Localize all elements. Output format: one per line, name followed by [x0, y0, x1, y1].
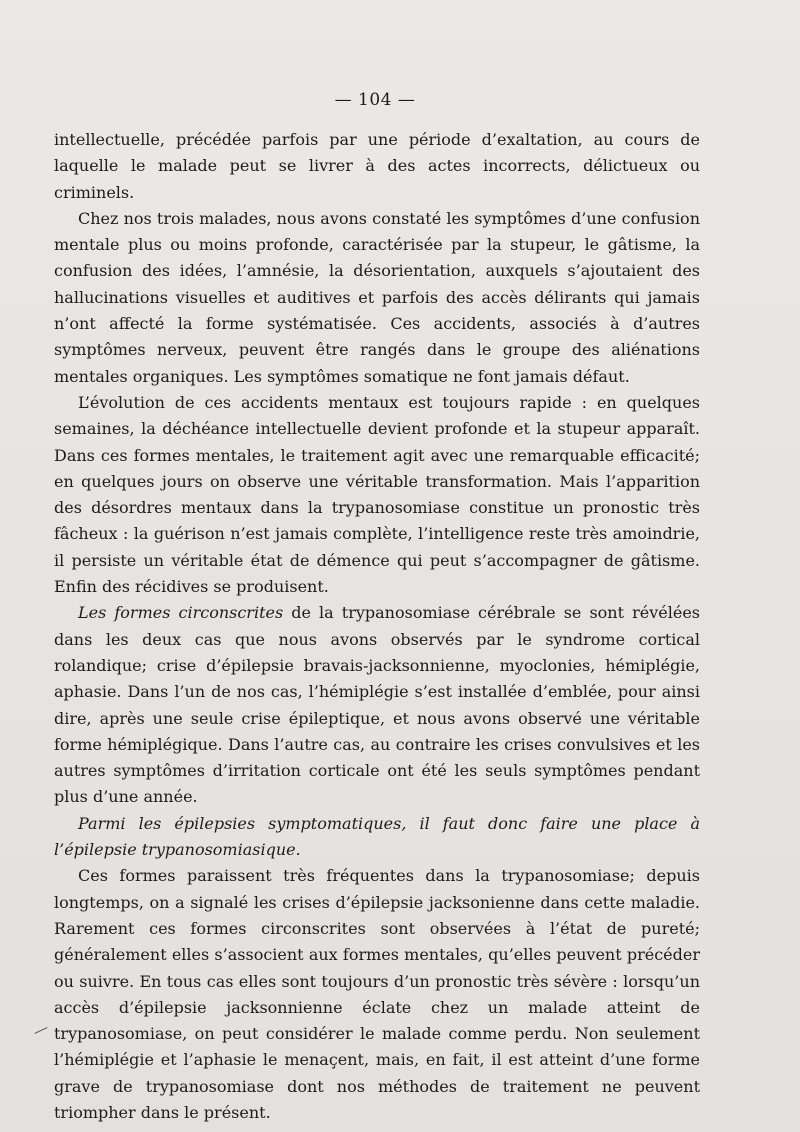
- paragraph-4-text: de la trypanosomiase cérébrale se sont révélées dans les deux cas que nous avons observés par le syndrome cortical rolandique; crise d’épilepsie bravais-jacksonnienne, myoclonies, hémiplégie, aphasie. Dans l’un de nos cas, l’hémiplégie s’est installée d’emblée, pour ainsi dire, après une seule crise épileptique, et nous avons observé une véritable forme hémiplégique. Dans l’autre cas, au contraire les crises convulsives et les autres symptômes d’irritation corticale ont été les seuls symptômes pendant plus d’une année.: [54, 603, 700, 807]
- paragraph-6: Ces formes paraissent très fréquentes dans la trypanosomiase; depuis longtemps, on a signalé les crises d’épilepsie jacksonienne dans cette maladie. Rarement ces formes circonscrites sont observées à l’état de pureté; généralement elles s’associent aux formes mentales, qu’elles peuvent précéder ou suivre. En tous cas elles sont toujours d’un pronostic très sévère : lorsqu’un accès d’épilepsie jacksonnienne éclate chez un malade atteint de trypanosomiase, on peut considérer le malade comme perdu. Non seulement l’hémiplégie et l’aphasie le menaçent, mais, en fait, il est atteint d’une forme grave de trypanosomiase dont nos méthodes de traitement ne peuvent triompher dans le présent.: [54, 866, 700, 1122]
- italic-lead: Les formes circonscrites: [78, 603, 284, 623]
- paragraph-3: L’évolution de ces accidents mentaux est toujours rapide : en quelques semaines, la déchéance intellectuelle devient profonde et la stupeur apparaît. Dans ces formes mentales, le traitement agit avec une remarquable efficacité; en quelques jours on observe une véritable transformation. Mais l’apparition des désordres mentaux dans la trypanosomiase constitue un pronostic très fâcheux : la guérison n’est jamais complète, l’intelligence reste très amoindrie, il persiste un véritable état de démence qui peut s’accompagner de gâtisme. Enfin des récidives se produisent.: [54, 392, 700, 597]
- margin-mark: [34, 1027, 47, 1034]
- paragraph-4: [54, 600, 700, 810]
- paragraph-2: Chez nos trois malades, nous avons constaté les symptômes d’une confusion mentale plus ou moins profonde, caractérisée par la stupeur, le gâtisme, la confusion des idées, l’amnésie, la désorientation, auxquels s’ajoutaient des hallucinations visuelles et auditives et parfois des accès délirants qui jamais n’ont affecté la forme systématisée. Ces accidents, associés à d’autres symptômes nerveux, peuvent être rangés dans le groupe des aliénations mentales organiques. Les symptômes somatique ne font jamais défaut.: [54, 208, 700, 386]
- italic-statement: Parmi les épilepsies symptomatiques, il faut donc faire une place à l’épilepsie trypanosomiasique.: [54, 813, 700, 860]
- paragraph-5: [54, 811, 700, 864]
- page-number: — 104 —: [334, 90, 416, 110]
- body-text: [54, 127, 700, 1126]
- paragraph-1: intellectuelle, précédée parfois par une période d’exaltation, au cours de laquelle le malade peut se livrer à des actes incorrects, délictueux ou criminels.: [54, 130, 700, 202]
